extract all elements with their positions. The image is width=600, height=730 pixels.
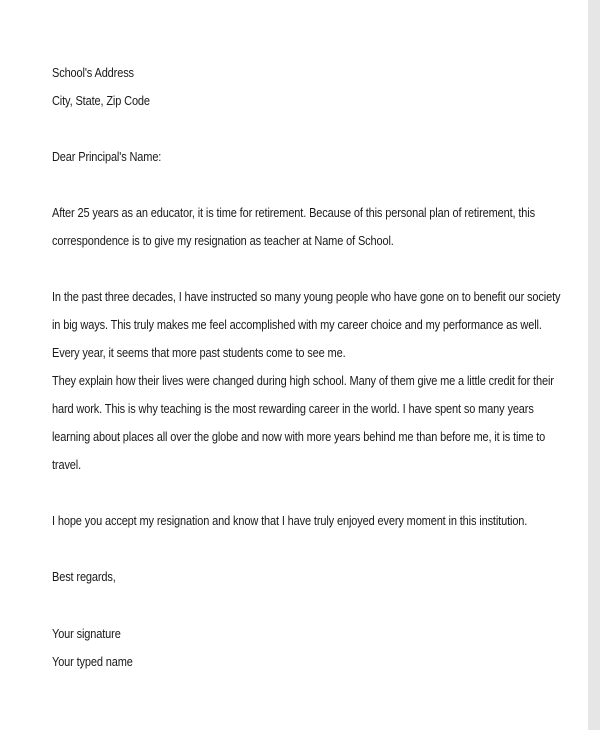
typed-name-line: Your typed name [52,655,133,669]
paragraph-2-line-5: hard work. This is why teaching is the most rewarding career in the world. I have spent so many years [52,402,534,416]
page-gutter [588,0,600,730]
paragraph-1-line-2: correspondence is to give my resignation as teacher at Name of School. [52,234,394,248]
closing: Best regards, [52,570,116,584]
school-address-line: School's Address [52,66,134,80]
paragraph-2-line-7: travel. [52,458,82,472]
signature-line: Your signature [52,627,121,641]
city-state-zip-line: City, State, Zip Code [52,94,150,108]
paragraph-1-line-1: After 25 years as an educator, it is time for retirement. Because of this personal plan of retirement, this [52,206,535,220]
salutation: Dear Principal's Name: [52,150,162,164]
paragraph-2-line-1: In the past three decades, I have instructed so many young people who have gone on to benefit our society [52,290,561,304]
paragraph-2-line-3: Every year, it seems that more past students come to see me. [52,346,346,360]
paragraph-2-line-4: They explain how their lives were changed during high school. Many of them give me a little credit for their [52,374,554,388]
paragraph-3-line-1: I hope you accept my resignation and know that I have truly enjoyed every moment in this institution. [52,514,528,528]
paragraph-2-line-6: learning about places all over the globe and now with more years behind me than before me, it is time to [52,430,546,444]
paragraph-2-line-2: in big ways. This truly makes me feel accomplished with my career choice and my performance as well. [52,318,542,332]
